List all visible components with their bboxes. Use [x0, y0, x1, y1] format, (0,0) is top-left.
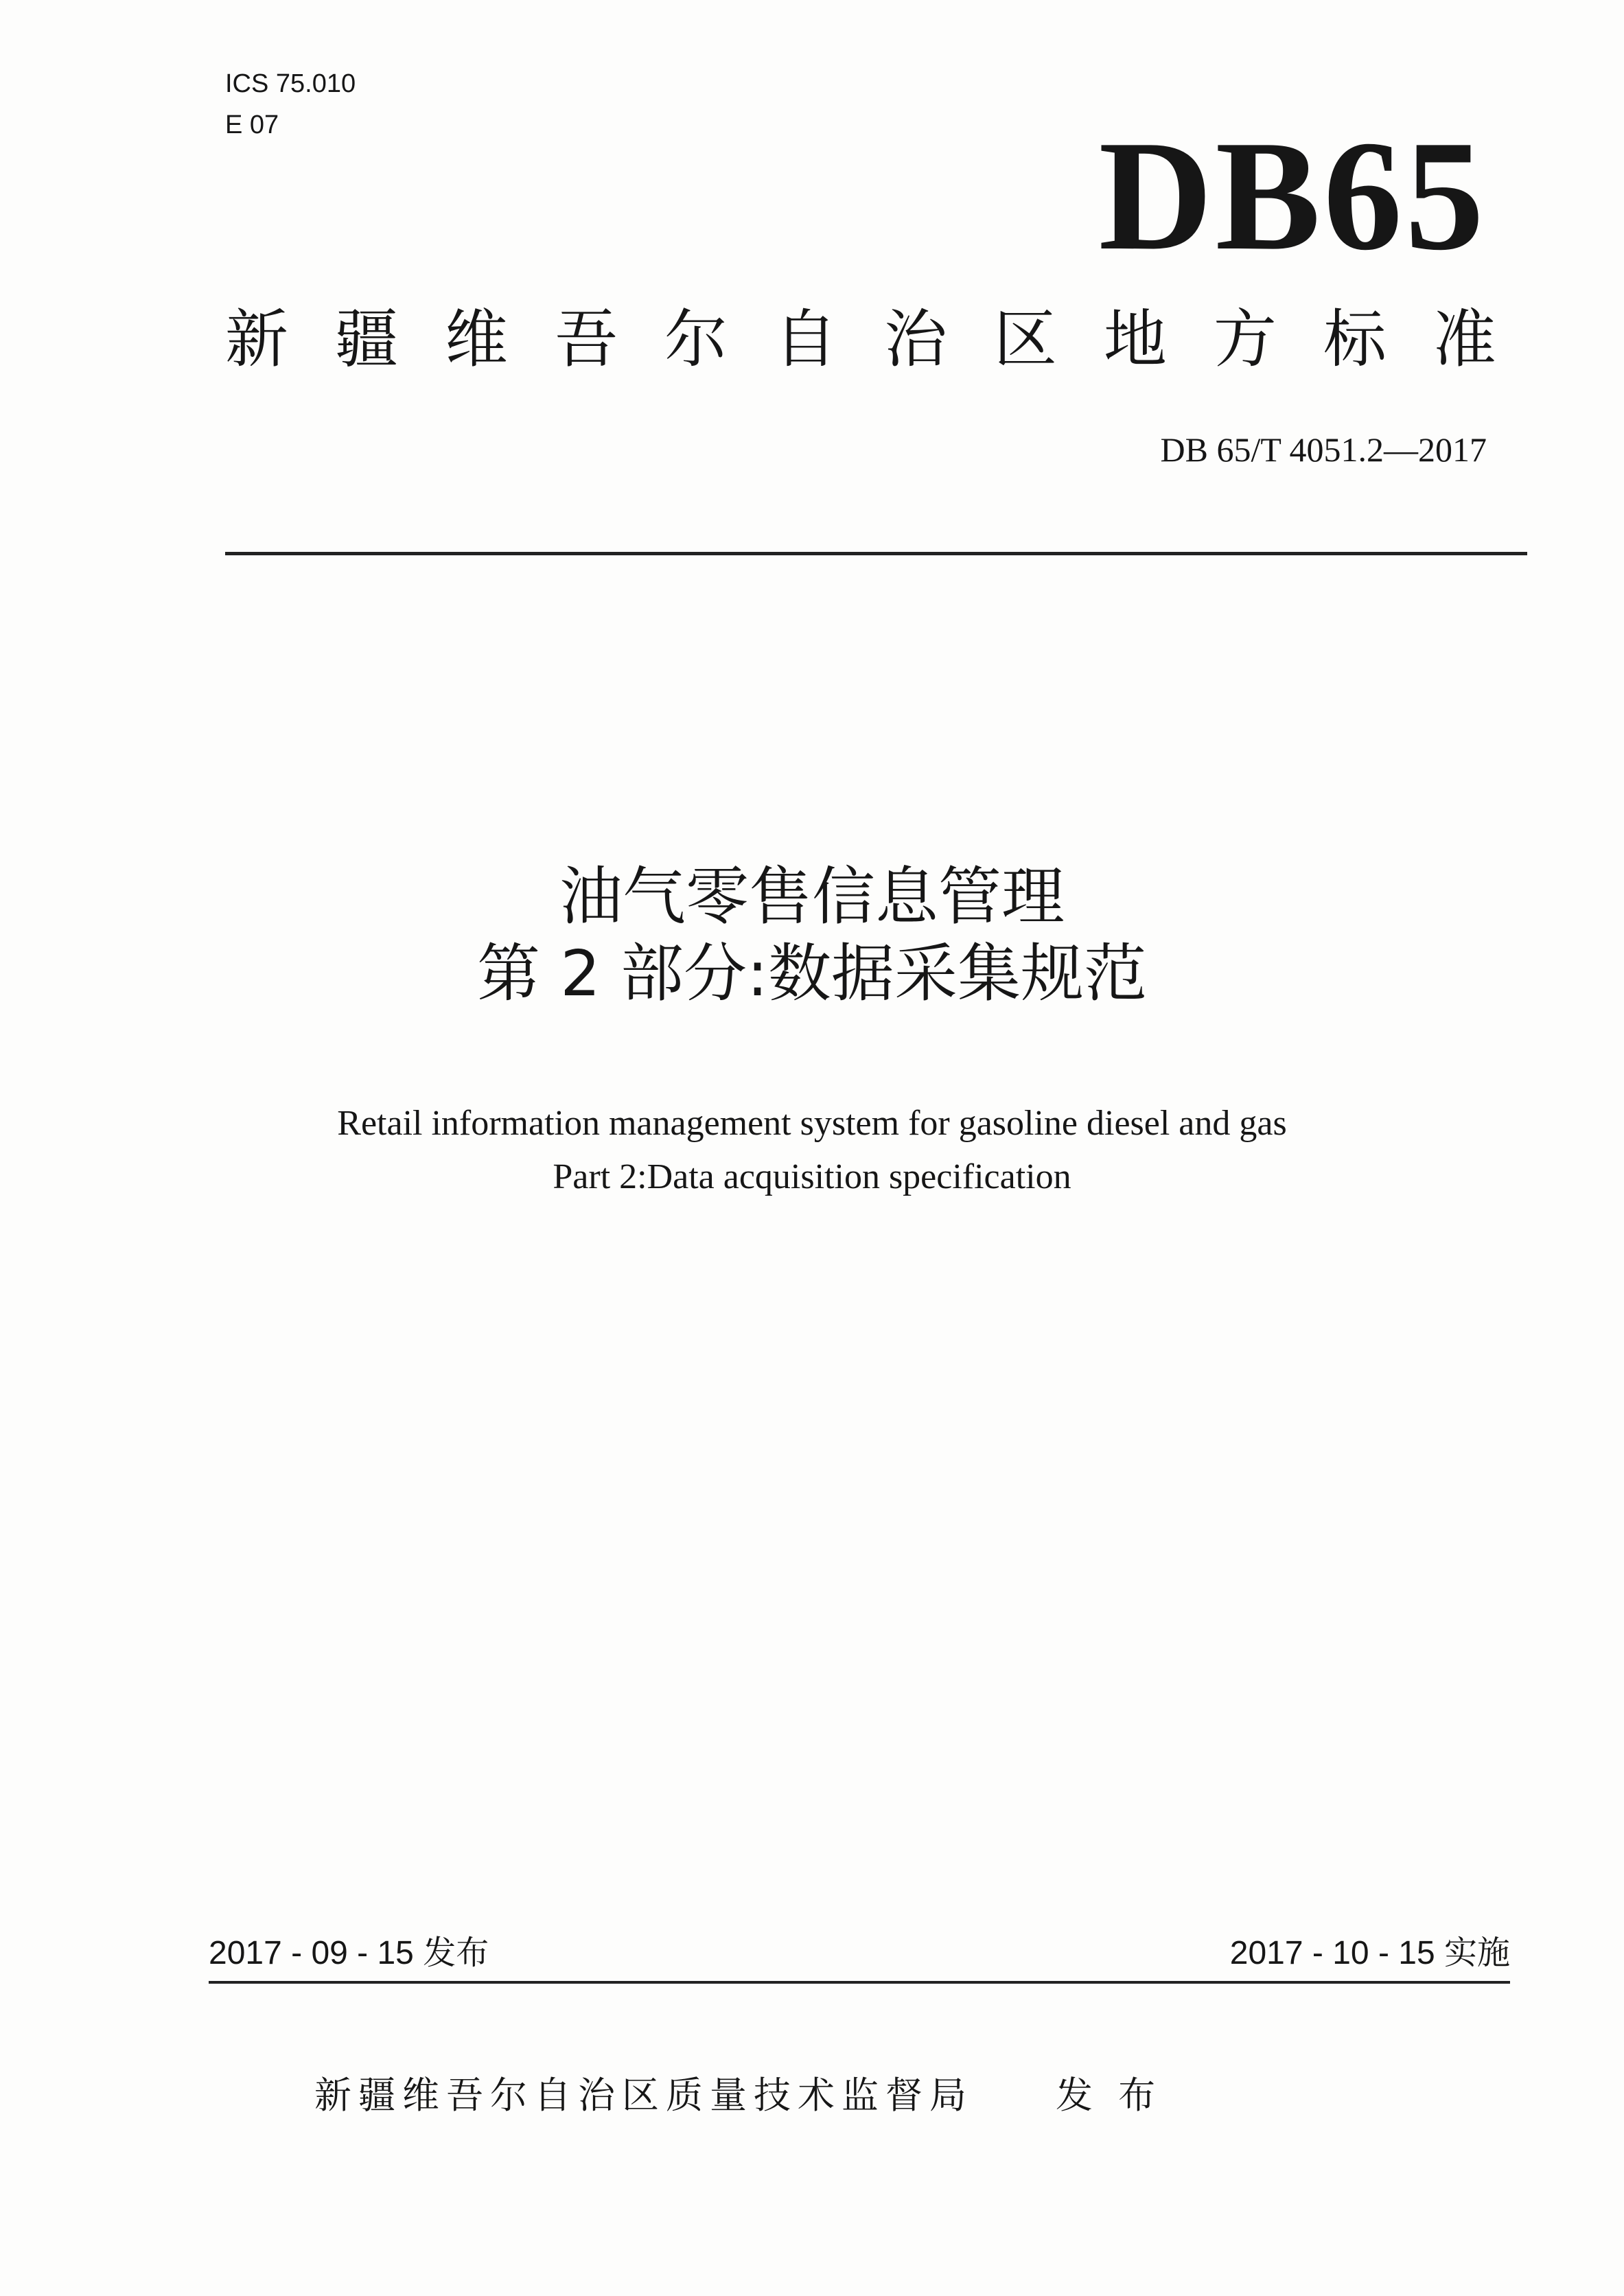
ccs-code: E 07	[225, 111, 279, 139]
implementation-date: 2017 - 10 - 15 实施	[1229, 1935, 1510, 1971]
category-char: 地	[1103, 303, 1167, 376]
category-char: 准	[1432, 303, 1496, 376]
english-title-line-1: Retail information management system for gasoline diesel and gas	[337, 1104, 1287, 1143]
chinese-title-line-1: 油气零售信息管理	[559, 860, 1065, 934]
category-char: 吾	[554, 303, 618, 376]
category-char: 治	[883, 303, 947, 376]
category-char: 新	[225, 303, 289, 376]
publisher-name: 新疆维吾尔自治区质量技术监督局	[314, 2074, 973, 2117]
ics-code: ICS 75.010	[225, 69, 356, 98]
publisher-line	[314, 2065, 1162, 2126]
chinese-title-line-2: 第 2 部分:数据采集规范	[476, 937, 1148, 1010]
category-char: 维	[444, 303, 508, 376]
standard-category	[225, 302, 1496, 378]
chinese-title	[0, 861, 1624, 1015]
publisher-action: 发 布	[1056, 2074, 1163, 2117]
classification-block	[225, 63, 356, 146]
category-char: 尔	[664, 303, 728, 376]
standard-mark: DB65	[1098, 108, 1487, 283]
category-char: 疆	[334, 303, 398, 376]
standard-number: DB 65/T 4051.2—2017	[1160, 430, 1487, 469]
english-title-line-2: Part 2:Data acquisition specification	[553, 1157, 1071, 1196]
category-char: 区	[993, 303, 1057, 376]
category-char: 标	[1323, 303, 1387, 376]
header-divider	[225, 552, 1527, 555]
footer-divider	[209, 1981, 1510, 1984]
english-title	[0, 1097, 1624, 1204]
category-char: 方	[1213, 303, 1277, 376]
issue-date: 2017 - 09 - 15 发布	[209, 1935, 489, 1971]
category-char: 自	[774, 303, 837, 376]
